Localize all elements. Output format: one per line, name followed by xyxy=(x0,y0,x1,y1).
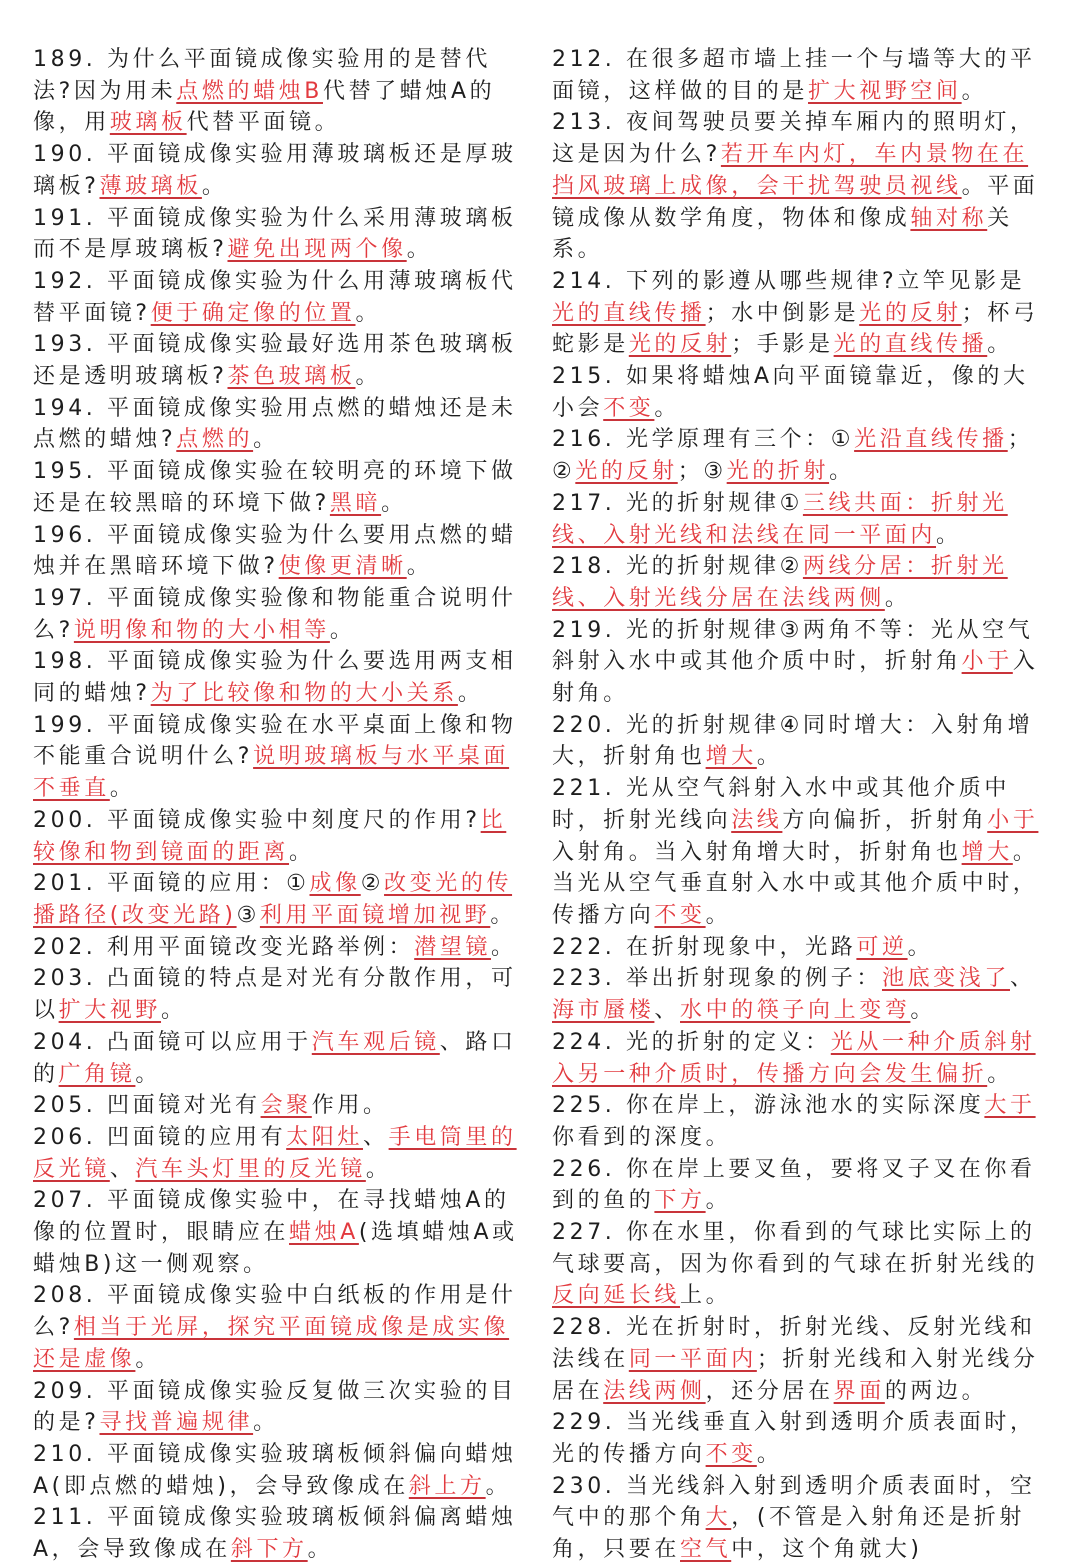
question-text: ；水中倒影是 xyxy=(705,300,860,326)
question-item xyxy=(552,1407,1044,1470)
answer-highlight: 玻璃板 xyxy=(109,110,187,136)
answer-highlight: 池底变浅了 xyxy=(881,966,1010,992)
question-text: 。 xyxy=(329,617,356,643)
question-text: 195. 平面镜成像实验在较明亮的环境下做还是在较黑暗的环境下做? xyxy=(33,459,517,516)
question-text: 。 xyxy=(457,681,484,707)
answer-highlight: 若开车内灯，车内景物在在挡风玻璃上成像，会干扰驾驶员视线 xyxy=(552,142,1029,199)
question-item xyxy=(552,1217,1044,1312)
question-text: 。 xyxy=(135,1346,162,1372)
answer-highlight: 海市蜃楼 xyxy=(552,998,655,1024)
question-text: 196. 平面镜成像实验为什么要用点燃的蜡烛并在黑暗环境下做? xyxy=(33,522,517,580)
question-item xyxy=(33,203,525,266)
question-item xyxy=(552,107,1044,266)
answer-highlight: 可逆 xyxy=(856,934,908,960)
question-text: 206. 凹面镜的应用有 xyxy=(33,1124,287,1150)
question-item xyxy=(552,1027,1044,1090)
question-text: 220. 光的折射规律④同时增大：入射角增大，折射角也 xyxy=(552,712,1034,770)
question-item xyxy=(552,1312,1044,1407)
answer-highlight: 光的反射 xyxy=(575,459,678,485)
answer-highlight: 扩大视野空间 xyxy=(808,78,962,104)
question-text: 。 xyxy=(355,364,382,390)
answer-highlight: 斜上方 xyxy=(408,1473,486,1499)
question-text: 224. 光的折射的定义： xyxy=(552,1029,831,1055)
question-text: 。 xyxy=(289,839,315,865)
answer-highlight: 扩大视野 xyxy=(58,998,162,1024)
question-item xyxy=(552,932,1044,964)
question-text: 入射角。当入射角增大时，折射角也 xyxy=(552,839,962,865)
answer-highlight: 使像更清晰 xyxy=(278,554,407,580)
question-item xyxy=(33,44,525,139)
question-text: ；② xyxy=(552,427,1034,485)
question-text: 。 xyxy=(654,395,681,421)
question-text: 216. 光学原理有三个：① xyxy=(552,427,855,453)
question-text: ；折射光线和入射光线分居在 xyxy=(552,1346,1039,1404)
question-text: 225. 你在岸上，游泳池水的实际深度 xyxy=(552,1093,985,1119)
question-text: 、 xyxy=(109,1156,136,1182)
question-text: 代替了蜡烛A的像，用 xyxy=(33,78,496,136)
answer-highlight: 光的反射 xyxy=(859,300,962,326)
answer-highlight: 广角镜 xyxy=(58,1061,136,1087)
answer-highlight: 三线共面：折射光线、入射光线和法线在同一平面内 xyxy=(552,490,1008,548)
answer-highlight: 光沿直线传播 xyxy=(854,427,1008,453)
answer-highlight: 蜡烛A xyxy=(289,1220,359,1246)
question-text: 。 xyxy=(201,173,228,199)
question-text: 。平面镜成像从数学角度，物体和像成 xyxy=(552,173,1039,231)
question-text: 208. 平面镜成像实验中白纸板的作用是什么? xyxy=(33,1283,517,1341)
question-item xyxy=(33,266,525,329)
answer-highlight: 说明像和物的大小相等 xyxy=(73,617,330,643)
question-text: 。 xyxy=(253,427,279,453)
answer-highlight: 点燃的蜡烛B xyxy=(176,78,323,104)
question-text: 、 xyxy=(654,998,681,1024)
question-item xyxy=(552,1471,1044,1566)
question-item xyxy=(33,868,525,931)
question-text: 192. 平面镜成像实验为什么用薄玻璃板代替平面镜? xyxy=(33,268,517,326)
question-item xyxy=(552,1090,1044,1153)
question-item xyxy=(552,963,1044,1026)
question-text: 213. 夜间驾驶员要关掉车厢内的照明灯，这是因为什么? xyxy=(552,110,1036,168)
question-item xyxy=(552,1154,1044,1217)
question-text: 198. 平面镜成像实验为什么要选用两支相同的蜡烛? xyxy=(33,649,517,707)
question-text: ③ xyxy=(236,902,260,928)
question-text: 207. 平面镜成像实验中，在寻找蜡烛A的像的位置时，眼睛应在 xyxy=(33,1188,510,1246)
answer-highlight: 潜望镜 xyxy=(414,934,491,960)
question-item xyxy=(33,1280,525,1375)
answer-highlight: 说明玻璃板与水平桌面不垂直 xyxy=(33,744,510,802)
question-text: 入射角。 xyxy=(552,649,1039,707)
answer-highlight: 同一平面内 xyxy=(628,1346,757,1372)
question-text: 。 xyxy=(756,1441,783,1467)
question-text: 。 xyxy=(381,490,407,516)
question-text: 。 xyxy=(355,300,382,326)
question-text: ；③ xyxy=(677,459,727,485)
question-item xyxy=(552,773,1044,932)
question-item xyxy=(552,44,1044,107)
question-text: 227. 你在水里，你看到的气球比实际上的气球要高，因为你看到的气球在折射光线的 xyxy=(552,1220,1039,1277)
answer-highlight: 大 xyxy=(705,1505,732,1531)
question-item xyxy=(33,932,525,964)
answer-highlight: 改变光的传播路径(改变光路) xyxy=(33,871,513,928)
question-item xyxy=(33,1376,525,1439)
question-text: ② xyxy=(360,871,385,897)
question-item xyxy=(33,1122,525,1185)
answer-highlight: 小于 xyxy=(961,649,1013,675)
question-text: 。 xyxy=(365,1156,392,1182)
question-text: 217. 光的折射规律① xyxy=(552,490,803,516)
question-text: 。 xyxy=(307,1537,334,1563)
question-text: 222. 在折射现象中，光路 xyxy=(552,934,857,960)
answer-highlight: 点燃的 xyxy=(176,427,254,453)
question-text: 205. 凹面镜对光有 xyxy=(33,1093,261,1119)
answer-highlight: 下方 xyxy=(654,1188,706,1214)
question-text: 、 xyxy=(363,1124,389,1150)
question-item xyxy=(33,646,525,709)
question-text: 。 xyxy=(936,522,962,548)
answer-highlight: 反向延长线 xyxy=(552,1283,681,1309)
question-text: 201. 平面镜的应用：① xyxy=(33,871,310,897)
answer-highlight: 茶色玻璃板 xyxy=(227,364,356,390)
question-text: 204. 凸面镜可以应用于 xyxy=(33,1029,312,1055)
question-item xyxy=(552,615,1044,710)
question-text: 。 xyxy=(961,78,988,104)
left-column xyxy=(33,44,525,1566)
question-text: 。 xyxy=(756,744,783,770)
answer-highlight: 空气 xyxy=(680,1537,732,1563)
question-item xyxy=(33,329,525,392)
question-text: 219. 光的折射规律③两角不等：光从空气斜射入水中或其他介质中时，折射角 xyxy=(552,617,1034,675)
question-text: 。 xyxy=(406,554,433,580)
question-text: 193. 平面镜成像实验最好选用茶色玻璃板还是透明玻璃板? xyxy=(33,332,517,390)
right-column xyxy=(552,44,1044,1566)
answer-highlight: 汽车头灯里的反光镜 xyxy=(135,1156,366,1182)
question-text: 。 xyxy=(705,902,732,928)
question-text: 你看到的深度。 xyxy=(552,1124,732,1150)
question-text: 190. 平面镜成像实验用薄玻璃板还是厚玻璃板? xyxy=(33,142,517,199)
question-text: 。当光从空气垂直射入水中或其他介质中时，传播方向 xyxy=(552,839,1039,928)
answer-highlight: 利用平面镜增加视野 xyxy=(259,902,491,928)
answer-highlight: 不变 xyxy=(603,395,655,421)
question-item xyxy=(33,1502,525,1565)
question-item xyxy=(33,139,525,202)
question-item xyxy=(33,1185,525,1280)
question-text: 的两边。 xyxy=(884,1378,988,1404)
question-text: 、路口的 xyxy=(33,1029,517,1087)
answer-highlight: 光的反射 xyxy=(628,332,732,358)
answer-highlight: 界面 xyxy=(833,1378,885,1404)
question-text: 。 xyxy=(987,332,1013,358)
question-text: ，(不管是入射角还是折射角，只要在 xyxy=(552,1505,1026,1563)
question-text: 228. 光在折射时，折射光线、反射光线和法线在 xyxy=(552,1315,1036,1372)
question-item xyxy=(552,488,1044,551)
question-text: 。 xyxy=(135,1061,162,1087)
question-text: (选填蜡烛A或蜡烛B)这一侧观察。 xyxy=(33,1220,518,1277)
question-text: 方向偏折，折射角 xyxy=(782,807,988,833)
question-text: 218. 光的折射规律② xyxy=(552,554,803,580)
answer-highlight: 比较像和物到镜面的距离 xyxy=(33,807,507,865)
question-text: 代替平面镜。 xyxy=(186,110,341,136)
question-text: ；杯弓蛇影是 xyxy=(552,300,1039,358)
answer-highlight: 轴对称 xyxy=(910,205,988,231)
question-text: 。 xyxy=(406,237,433,263)
question-item xyxy=(552,551,1044,614)
question-text: 。 xyxy=(910,998,937,1024)
answer-highlight: 避免出现两个像 xyxy=(227,237,407,263)
question-text: ；手影是 xyxy=(731,332,834,358)
question-text: 194. 平面镜成像实验用点燃的蜡烛还是未点燃的蜡烛? xyxy=(33,395,517,453)
question-text: 211. 平面镜成像实验玻璃板倾斜偏离蜡烛A，会导致像成在 xyxy=(33,1505,517,1563)
answer-highlight: 两线分居：折射光线、入射光线分居在法线两侧 xyxy=(552,554,1008,611)
question-text: 。 xyxy=(490,902,516,928)
question-text: 202. 利用平面镜改变光路举例： xyxy=(33,934,415,960)
answer-highlight: 法线两侧 xyxy=(603,1378,706,1404)
answer-highlight: 光的直线传播 xyxy=(833,332,988,358)
answer-highlight: 为了比较像和物的大小关系 xyxy=(150,681,458,707)
question-item xyxy=(33,393,525,456)
question-text: 221. 光从空气斜射入水中或其他介质中时，折射光线向 xyxy=(552,776,1010,833)
answer-highlight: 不变 xyxy=(705,1441,757,1467)
question-text: 199. 平面镜成像实验在水平桌面上像和物不能重合说明什么? xyxy=(33,712,517,770)
question-text: 197. 平面镜成像实验像和物能重合说明什么? xyxy=(33,585,517,643)
question-text: 。 xyxy=(161,998,187,1024)
question-text: 。 xyxy=(829,459,855,485)
question-text: 。 xyxy=(491,934,517,960)
question-text: 。 xyxy=(907,934,934,960)
answer-highlight: 不变 xyxy=(654,902,706,928)
question-text: 中，这个角就大) xyxy=(731,1537,923,1563)
answer-highlight: 大于 xyxy=(984,1093,1036,1119)
answer-highlight: 相当于光屏，探究平面镜成像是成实像还是虚像 xyxy=(33,1315,510,1372)
question-text: 。 xyxy=(485,1473,512,1499)
question-item xyxy=(33,1439,525,1502)
question-item xyxy=(33,963,525,1026)
question-text: 215. 如果将蜡烛A向平面镜靠近，像的大小会 xyxy=(552,364,1029,421)
question-text: 。 xyxy=(109,776,136,802)
question-text: 。 xyxy=(253,1410,279,1436)
question-item xyxy=(33,1027,525,1090)
question-text: 229. 当光线垂直入射到透明介质表面时，光的传播方向 xyxy=(552,1410,1036,1467)
question-text: 230. 当光线斜入射到透明介质表面时，空气中的那个角 xyxy=(552,1473,1036,1531)
question-text: ，还分居在 xyxy=(705,1378,834,1404)
answer-highlight: 增大 xyxy=(961,839,1013,865)
question-text: 。 xyxy=(987,1061,1013,1087)
question-item xyxy=(33,805,525,868)
question-text: 226. 你在岸上要叉鱼，要将叉子叉在你看到的鱼的 xyxy=(552,1156,1036,1214)
answer-highlight: 成像 xyxy=(309,871,361,897)
question-item xyxy=(552,710,1044,773)
question-text: 191. 平面镜成像实验为什么采用薄玻璃板而不是厚玻璃板? xyxy=(33,205,517,263)
answer-highlight: 法线 xyxy=(731,807,783,833)
answer-highlight: 汽车观后镜 xyxy=(311,1029,440,1055)
answer-highlight: 光的直线传播 xyxy=(552,300,706,326)
question-item xyxy=(33,583,525,646)
answer-highlight: 水中的筷子向上变弯 xyxy=(680,998,911,1024)
answer-highlight: 会聚 xyxy=(260,1093,312,1119)
question-text: 223. 举出折射现象的例子： xyxy=(552,966,882,992)
answer-highlight: 斜下方 xyxy=(230,1537,308,1563)
question-item xyxy=(33,456,525,519)
answer-highlight: 小于 xyxy=(987,807,1039,833)
question-text: 200. 平面镜成像实验中刻度尺的作用? xyxy=(33,807,481,833)
question-text: 209. 平面镜成像实验反复做三次实验的目的是? xyxy=(33,1378,517,1436)
answer-highlight: 便于确定像的位置 xyxy=(150,300,356,326)
question-item xyxy=(33,1090,525,1122)
question-item xyxy=(552,424,1044,487)
question-text: 214. 下列的影遵从哪些规律?立竿见影是 xyxy=(552,268,1026,294)
question-text: 、 xyxy=(1010,966,1036,992)
answer-highlight: 增大 xyxy=(705,744,757,770)
answer-highlight: 黑暗 xyxy=(329,490,382,516)
question-text: 189. 为什么平面镜成像实验用的是替代法?因为用未 xyxy=(33,47,491,104)
question-text: 上。 xyxy=(680,1283,732,1309)
question-text: 关系。 xyxy=(552,205,1013,263)
question-text: 作用。 xyxy=(311,1093,389,1119)
question-text: 212. 在很多超市墙上挂一个与墙等大的平面镜，这样做的目的是 xyxy=(552,47,1036,104)
question-text: 203. 凸面镜的特点是对光有分散作用，可以 xyxy=(33,966,517,1024)
answer-highlight: 寻找普遍规律 xyxy=(99,1410,254,1436)
question-text: 。 xyxy=(884,585,911,611)
answer-highlight: 手电筒里的反光镜 xyxy=(33,1124,517,1182)
answer-highlight: 太阳灶 xyxy=(286,1124,363,1150)
question-item xyxy=(552,361,1044,424)
question-item xyxy=(33,710,525,805)
question-item xyxy=(33,520,525,583)
answer-highlight: 光的折射 xyxy=(726,459,830,485)
answer-highlight: 光从一种介质斜射入另一种介质时，传播方向会发生偏折 xyxy=(552,1029,1036,1087)
question-item xyxy=(552,266,1044,361)
answer-highlight: 薄玻璃板 xyxy=(99,173,202,199)
question-text: 210. 平面镜成像实验玻璃板倾斜偏向蜡烛A(即点燃的蜡烛)，会导致像成在 xyxy=(33,1441,517,1499)
question-text: 。 xyxy=(705,1188,732,1214)
